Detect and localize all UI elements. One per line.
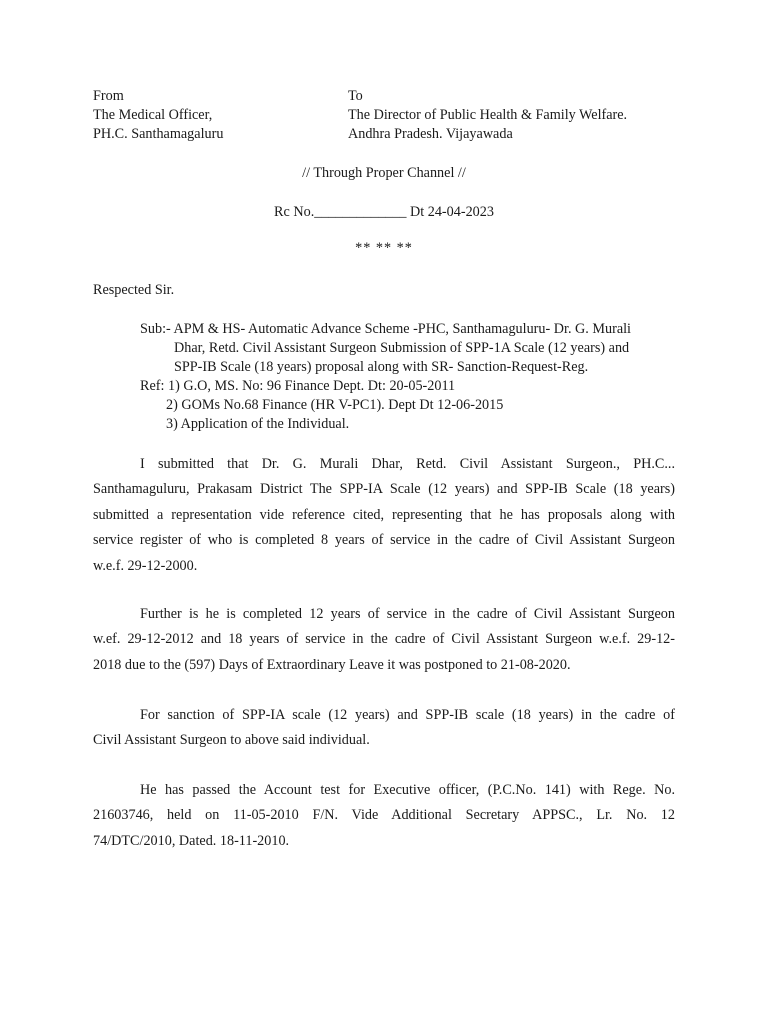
subject-line: Dhar, Retd. Civil Assistant Surgeon Submission of SPP-1A Scale (12 years) and: [174, 340, 630, 356]
reference-line: Ref: 1) G.O, MS. No: 96 Finance Dept. Dt: 20-05-2011: [140, 378, 456, 394]
paragraph-line: Santhamaguluru, Prakasam District The SPP-IA Scale (12 years) and SPP-IB Scale (18 years): [93, 481, 675, 498]
body-paragraph-4: [93, 778, 675, 854]
paragraph-line: 21603746, held on 11-05-2010 F/N. Vide Additional Secretary APPSC., Lr. No. 12: [93, 807, 675, 824]
recipient-title: The Director of Public Health & Family Welfare.: [348, 107, 628, 123]
to-label: To: [348, 88, 363, 104]
from-label: From: [93, 88, 124, 104]
sender-title: The Medical Officer,: [93, 107, 213, 123]
paragraph-line: w.e.f. 29-12-2000.: [93, 557, 198, 574]
body-paragraph-1: [93, 452, 675, 579]
paragraph-line: Further is he is completed 12 years of service in the cadre of Civil Assistant Surgeon: [140, 606, 675, 622]
reference-line: 3) Application of the Individual.: [166, 416, 350, 432]
paragraph-line: 74/DTC/2010, Dated. 18-11-2010.: [93, 832, 290, 849]
recipient-block: [348, 87, 627, 144]
references-block: [140, 377, 503, 434]
paragraph-line: I submitted that Dr. G. Murali Dhar, Retd. Civil Assistant Surgeon., PH.C...: [140, 456, 675, 472]
paragraph-line: 2018 due to the (597) Days of Extraordinary Leave it was postponed to 21-08-2020.: [93, 656, 571, 673]
subject-block: [140, 320, 680, 377]
subject-line: Sub:- APM & HS- Automatic Advance Scheme -PHC, Santhamaguluru- Dr. G. Murali: [140, 321, 631, 337]
through-proper-channel: // Through Proper Channel //: [302, 165, 466, 181]
recipient-location: Andhra Pradesh. Vijayawada: [348, 126, 513, 142]
paragraph-line: w.ef. 29-12-2012 and 18 years of service in the cadre of Civil Assistant Surgeon w.e.f. 29-12-: [93, 631, 675, 648]
reference-line: 2) GOMs No.68 Finance (HR V-PC1). Dept Dt 12-06-2015: [166, 397, 504, 413]
body-paragraph-2: [93, 602, 675, 678]
sender-location: PH.C. Santhamagaluru: [93, 126, 224, 142]
body-paragraph-3: [93, 703, 675, 754]
subject-line: SPP-IB Scale (18 years) proposal along with SR- Sanction-Request-Reg.: [174, 359, 589, 375]
sender-block: [93, 87, 223, 144]
paragraph-line: submitted a representation vide reference cited, representing that he has proposals along with: [93, 506, 675, 523]
paragraph-line: He has passed the Account test for Executive officer, (P.C.No. 141) with Rege. No.: [140, 782, 675, 798]
salutation: Respected Sir.: [93, 282, 175, 298]
rc-number-date: Rc No._____________ Dt 24-04-2023: [274, 204, 494, 220]
paragraph-line: service register of who is completed 8 years of service in the cadre of Civil Assistant Surgeon: [93, 532, 675, 549]
separator-stars: ** ** **: [355, 240, 413, 256]
paragraph-line: Civil Assistant Surgeon to above said individual.: [93, 732, 370, 749]
paragraph-line: For sanction of SPP-IA scale (12 years) and SPP-IB scale (18 years) in the cadre of: [140, 707, 675, 723]
